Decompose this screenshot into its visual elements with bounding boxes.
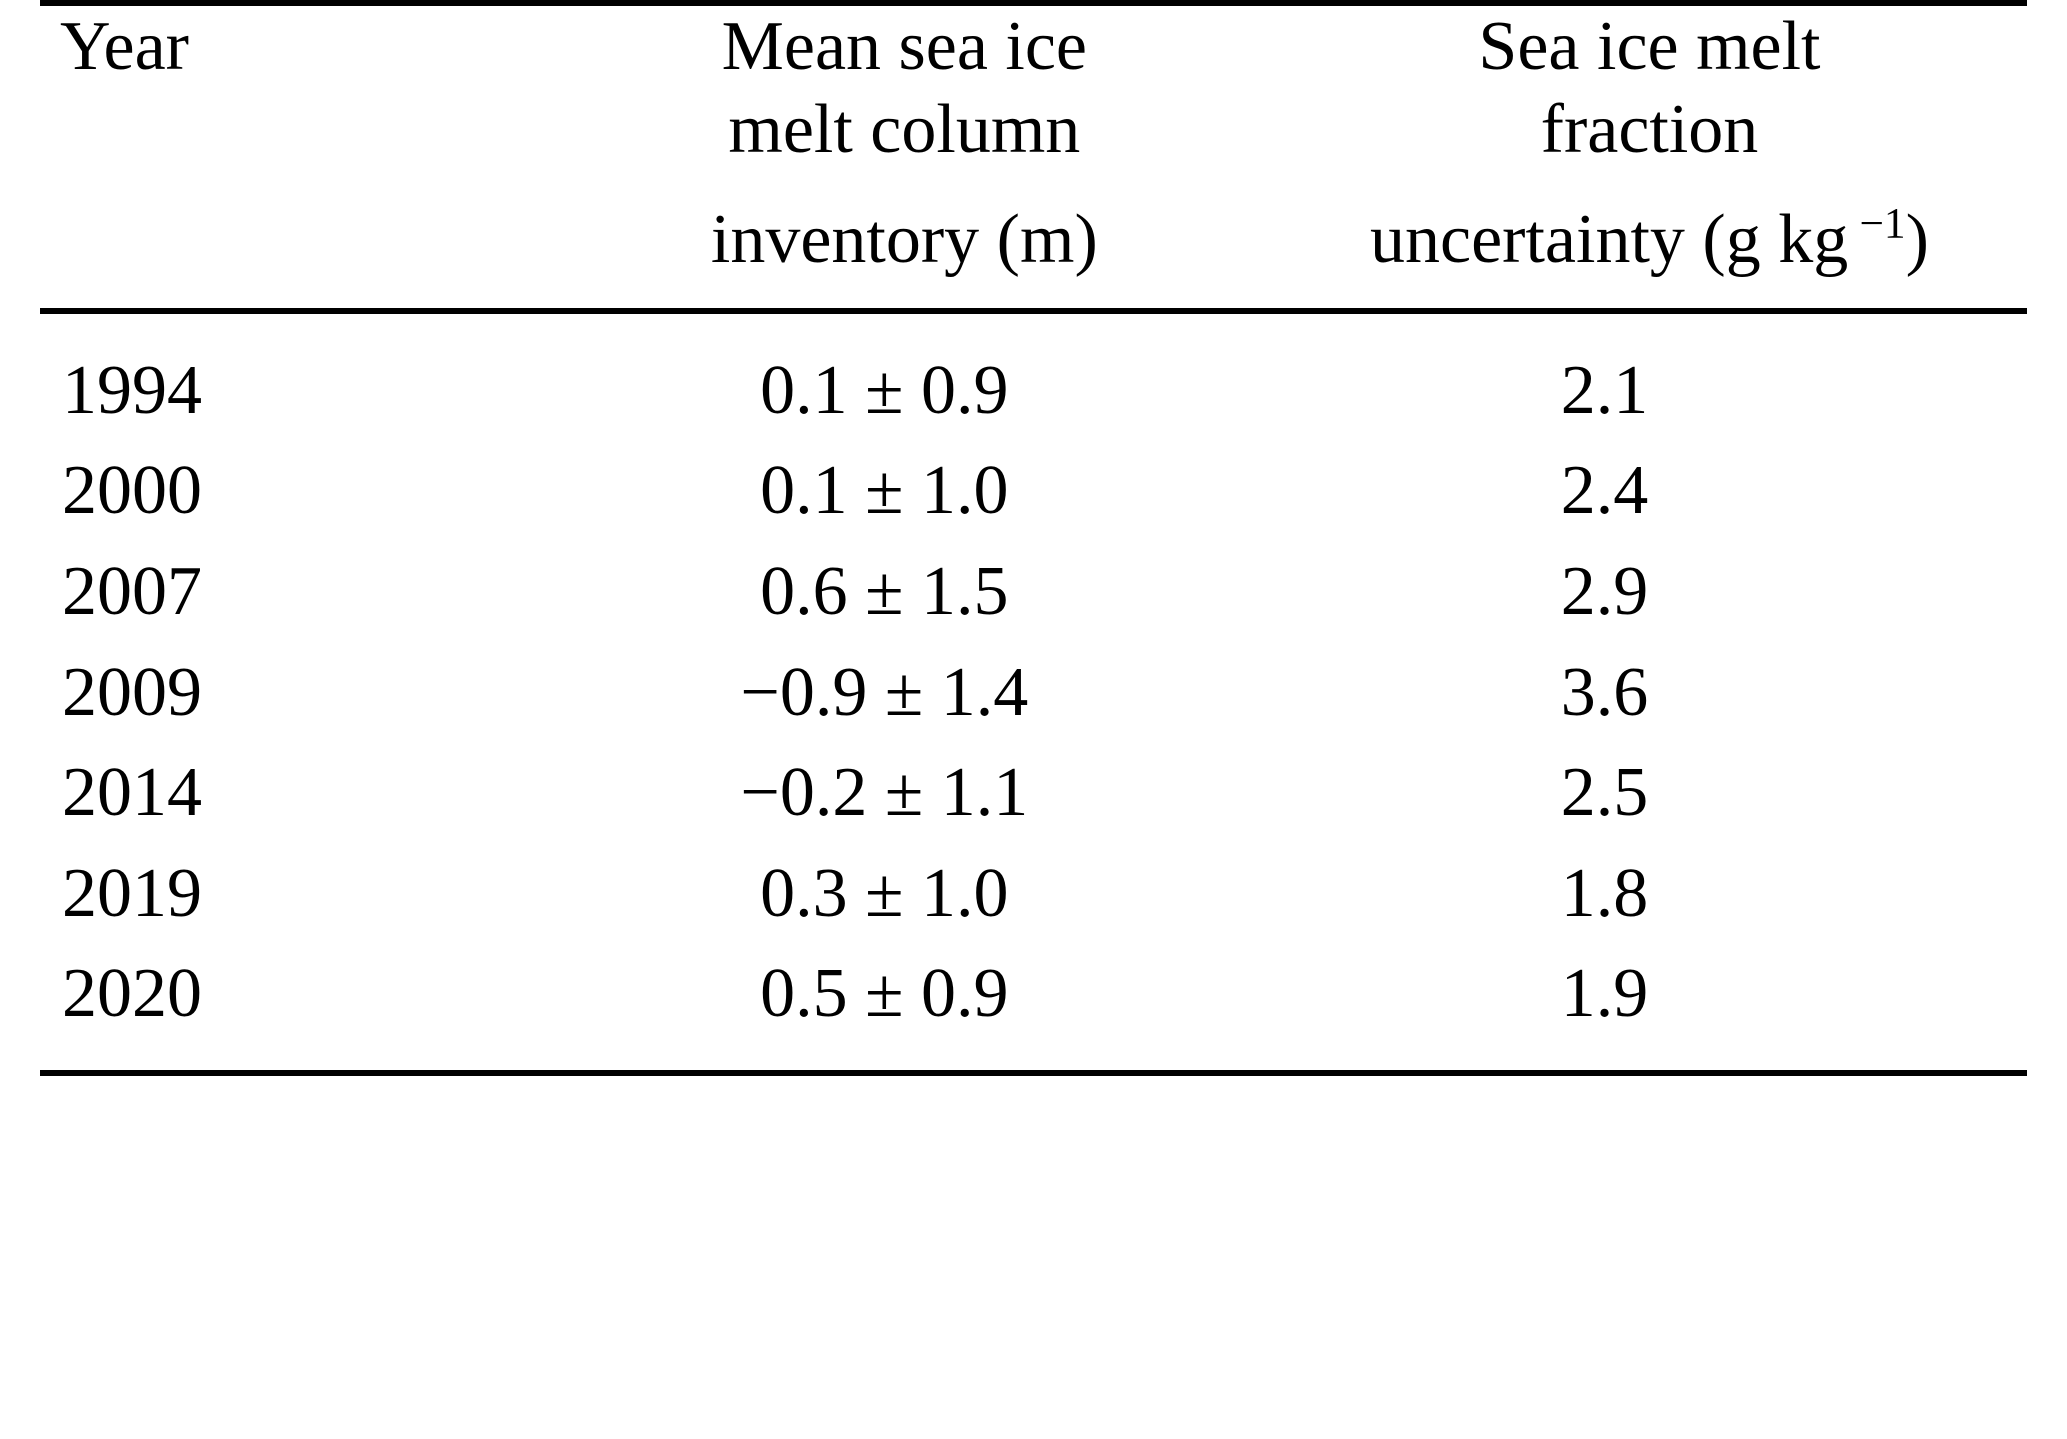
table-row xyxy=(40,643,2027,744)
cell-inventory: 0.3 ± 1.0 xyxy=(760,854,1009,932)
column-header-uncertainty-line2: fraction xyxy=(1540,90,1759,168)
column-header-uncertainty-line3 xyxy=(1272,171,2027,311)
table-row xyxy=(40,944,2027,1073)
cell-year: 2009 xyxy=(62,653,202,731)
sea-ice-melt-table xyxy=(40,0,2027,1078)
header-line-3 xyxy=(40,171,2027,311)
cell-inventory: 0.1 ± 0.9 xyxy=(760,351,1009,429)
column-header-inventory-line3: inventory (m) xyxy=(710,201,1098,279)
table-footer-rule xyxy=(40,1073,2027,1078)
column-header-inventory-line2: melt column xyxy=(728,90,1081,168)
cell-year: 2019 xyxy=(62,854,202,932)
column-header-year-line2 xyxy=(40,89,537,172)
cell-year: 2000 xyxy=(62,452,202,530)
table-header xyxy=(40,3,2027,311)
cell-inventory: 0.6 ± 1.5 xyxy=(760,552,1009,630)
table-row xyxy=(40,844,2027,945)
uncertainty-units-text: uncertainty (g kg xyxy=(1370,201,1849,279)
cell-inventory: −0.2 ± 1.1 xyxy=(740,754,1029,832)
cell-uncertainty: 2.1 xyxy=(1560,351,1649,429)
table-row xyxy=(40,311,2027,442)
uncertainty-units-exponent: −1 xyxy=(1859,199,1906,248)
table-row xyxy=(40,743,2027,844)
cell-year: 1994 xyxy=(62,351,202,429)
table-row xyxy=(40,542,2027,643)
cell-inventory: −0.9 ± 1.4 xyxy=(740,653,1029,731)
cell-uncertainty: 2.9 xyxy=(1560,552,1649,630)
cell-inventory: 0.1 ± 1.0 xyxy=(760,452,1009,530)
cell-uncertainty: 3.6 xyxy=(1560,653,1649,731)
column-header-uncertainty-line1: Sea ice melt xyxy=(1478,8,1821,85)
column-header-inventory-line1: Mean sea ice xyxy=(721,8,1088,85)
header-line-2 xyxy=(40,89,2027,172)
cell-inventory: 0.5 ± 0.9 xyxy=(760,955,1009,1033)
cell-year: 2007 xyxy=(62,552,202,630)
header-line-1 xyxy=(40,3,2027,89)
table-row xyxy=(40,441,2027,542)
cell-uncertainty: 1.9 xyxy=(1560,955,1649,1033)
cell-uncertainty: 2.4 xyxy=(1560,452,1649,530)
column-header-year xyxy=(40,3,537,89)
cell-year: 2020 xyxy=(62,955,202,1033)
bottom-rule-cell xyxy=(1272,1073,2027,1078)
cell-uncertainty: 1.8 xyxy=(1560,854,1649,932)
bottom-rule-cell xyxy=(40,1073,537,1078)
column-header-year-line3 xyxy=(40,171,537,311)
table-body xyxy=(40,311,2027,1073)
bottom-rule-cell xyxy=(537,1073,1272,1078)
column-header-year-line1: Year xyxy=(60,8,189,85)
cell-year: 2014 xyxy=(62,754,202,832)
uncertainty-units-tail: ) xyxy=(1905,201,1929,279)
cell-uncertainty: 2.5 xyxy=(1560,754,1649,832)
bottom-rule xyxy=(40,1073,2027,1078)
